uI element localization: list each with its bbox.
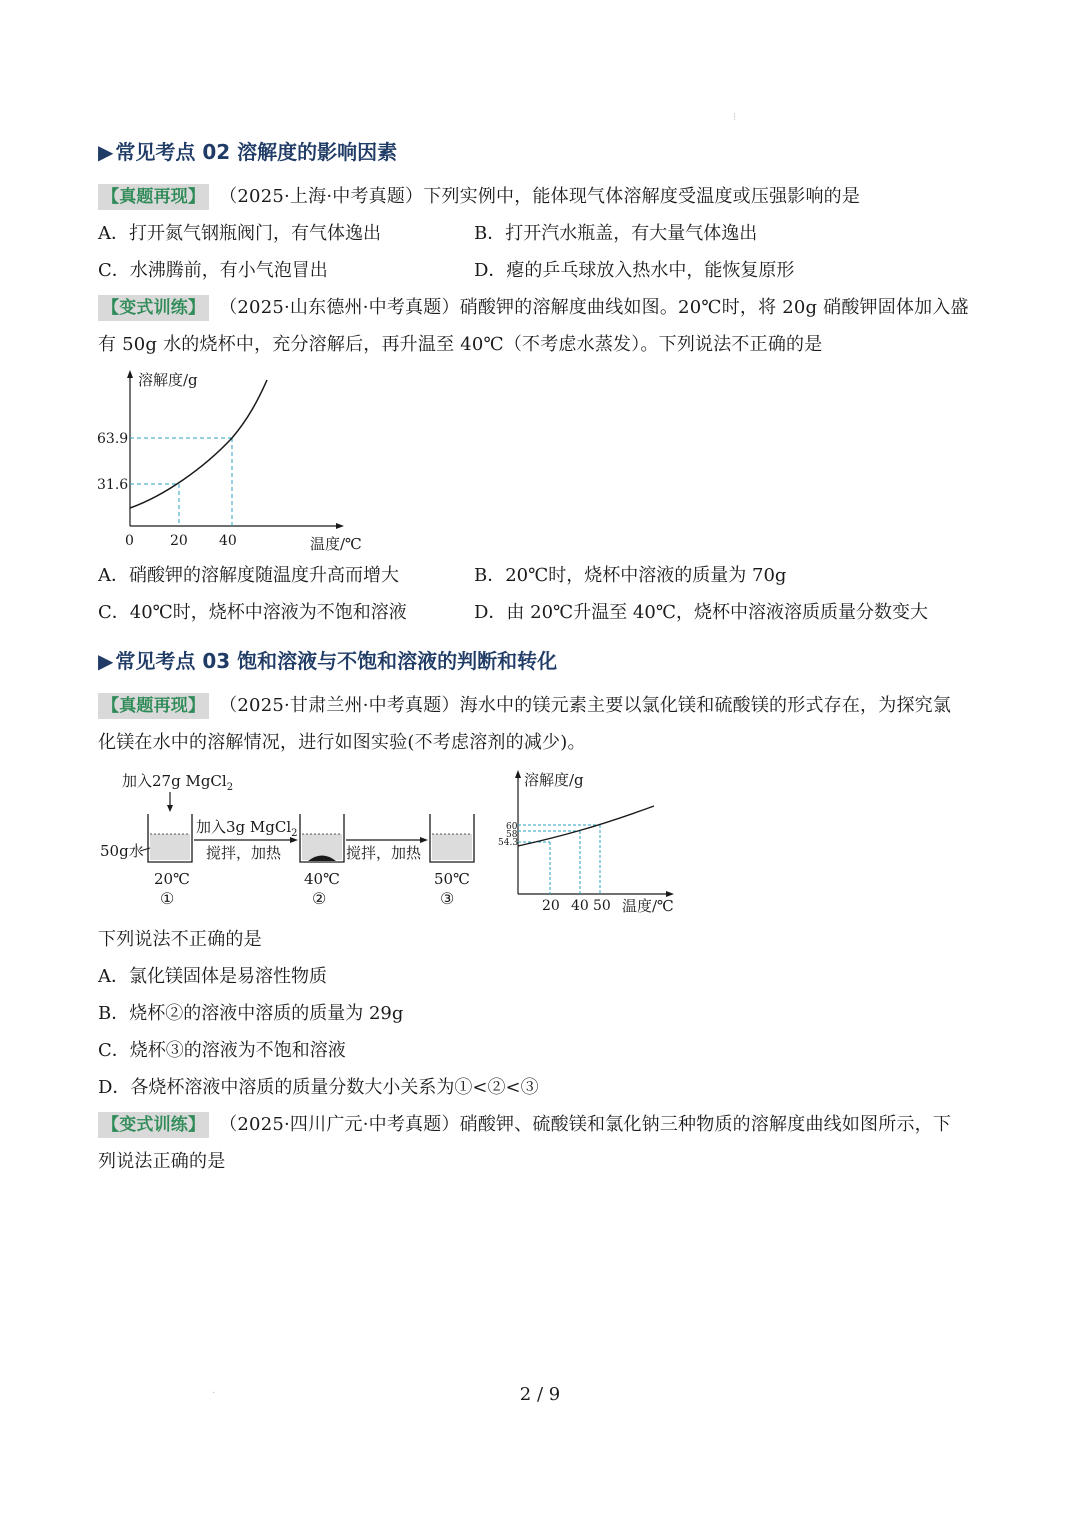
option-c: C．水沸腾前，有小气泡冒出 bbox=[98, 260, 328, 281]
question-tag: 【真题再现】 bbox=[98, 693, 209, 719]
page-number: 2 / 9 bbox=[519, 1384, 561, 1405]
question-3-stem bbox=[98, 693, 951, 719]
question-3-stem-cont: 化镁在水中的溶解情况，进行如图实验(不考虑溶剂的减少)。 bbox=[98, 732, 586, 753]
arrow-2-head bbox=[420, 837, 428, 843]
x-tick-50: 50 bbox=[593, 898, 611, 914]
temp-2: 40℃ bbox=[304, 870, 340, 888]
add-3g-label: 加入3g MgCl$_2$ bbox=[196, 818, 298, 839]
scan-mark: ⁝ bbox=[733, 112, 737, 123]
option-a: A．打开氮气钢瓶阀门，有气体逸出 bbox=[98, 223, 381, 244]
y-tick-31.6: 31.6 bbox=[97, 477, 129, 493]
section-heading-02 bbox=[98, 136, 397, 165]
solubility-curve-mgcl2 bbox=[518, 806, 654, 846]
y-tick-58: 58 bbox=[506, 830, 518, 840]
experiment-diagram bbox=[96, 766, 486, 914]
water-label: 50g水 bbox=[100, 842, 144, 860]
y-axis-label: 溶解度/g bbox=[524, 771, 584, 789]
question-tag: 【变式训练】 bbox=[98, 1112, 209, 1138]
solubility-curve-kno3 bbox=[130, 380, 267, 508]
question-2-stem-cont: 有 50g 水的烧杯中，充分溶解后，再升温至 40℃（不考虑水蒸发）。下列说法不正确的是 bbox=[98, 334, 823, 355]
x-tick-40: 40 bbox=[219, 533, 237, 549]
beaker-1 bbox=[148, 814, 192, 862]
section-title: 常见考点 02 溶解度的影响因素 bbox=[115, 140, 398, 164]
y-tick-63.9: 63.9 bbox=[97, 431, 129, 447]
x-axis-arrow bbox=[336, 523, 344, 529]
x-axis-label: 温度/℃ bbox=[310, 535, 362, 553]
beaker-num-2: ② bbox=[312, 889, 327, 908]
x-tick-40: 40 bbox=[571, 898, 589, 914]
temp-3: 50℃ bbox=[434, 870, 470, 888]
question-3-prompt: 下列说法不正确的是 bbox=[98, 929, 262, 950]
question-text: （2025·上海·中考真题）下列实例中，能体现气体溶解度受温度或压强影响的是 bbox=[219, 186, 861, 207]
stir-heat-2: 搅拌，加热 bbox=[346, 844, 422, 862]
x-tick-20: 20 bbox=[542, 898, 560, 914]
y-axis-arrow bbox=[127, 370, 133, 378]
question-tag: 【变式训练】 bbox=[98, 295, 209, 321]
section-heading-03 bbox=[98, 645, 557, 674]
option-d: D．各烧杯溶液中溶质的质量分数大小关系为①<②<③ bbox=[98, 1077, 539, 1098]
question-text: （2025·甘肃兰州·中考真题）海水中的镁元素主要以氯化镁和硫酸镁的形式存在，为探究氯 bbox=[219, 695, 952, 716]
x-tick-20: 20 bbox=[170, 533, 188, 549]
y-axis-label: 溶解度/g bbox=[138, 371, 198, 389]
option-d: D．瘪的乒乓球放入热水中，能恢复原形 bbox=[474, 260, 795, 281]
add-27g-label: 加入27g MgCl$_2$ bbox=[122, 772, 234, 793]
section-title: 常见考点 03 饱和溶液与不饱和溶液的判断和转化 bbox=[115, 649, 558, 673]
scan-mark: · bbox=[212, 1388, 216, 1399]
question-text: （2025·四川广元·中考真题）硝酸钾、硫酸镁和氯化钠三种物质的溶解度曲线如图所示，下 bbox=[219, 1114, 952, 1135]
beaker-num-3: ③ bbox=[440, 889, 455, 908]
triangle-icon: ▶ bbox=[98, 649, 114, 673]
beaker-2 bbox=[300, 814, 344, 862]
beaker-num-1: ① bbox=[160, 889, 175, 908]
question-2-stem bbox=[98, 295, 969, 321]
option-b: B．20℃时，烧杯中溶液的质量为 70g bbox=[474, 565, 787, 586]
question-1-stem bbox=[98, 184, 860, 210]
option-c: C．烧杯③的溶液为不饱和溶液 bbox=[98, 1040, 346, 1061]
option-d: D．由 20℃升温至 40℃，烧杯中溶液溶质质量分数变大 bbox=[474, 602, 928, 623]
question-4-stem-cont: 列说法正确的是 bbox=[98, 1151, 226, 1172]
triangle-icon: ▶ bbox=[98, 140, 114, 164]
x-axis-label: 温度/℃ bbox=[622, 897, 674, 915]
temp-1: 20℃ bbox=[154, 870, 190, 888]
option-b: B．打开汽水瓶盖，有大量气体逸出 bbox=[474, 223, 758, 244]
stir-heat-1: 搅拌，加热 bbox=[206, 844, 282, 862]
y-tick-54.3: 54.3 bbox=[498, 838, 519, 848]
solubility-chart-mgcl2 bbox=[494, 766, 690, 916]
y-axis-arrow bbox=[515, 770, 521, 778]
option-b: B．烧杯②的溶液中溶质的质量为 29g bbox=[98, 1003, 404, 1024]
beaker-3 bbox=[430, 814, 474, 862]
option-c: C．40℃时，烧杯中溶液为不饱和溶液 bbox=[98, 602, 407, 623]
question-tag: 【真题再现】 bbox=[98, 184, 209, 210]
option-a: A．硝酸钾的溶解度随温度升高而增大 bbox=[98, 565, 399, 586]
question-text: （2025·山东德州·中考真题）硝酸钾的溶解度曲线如图。20℃时，将 20g 硝酸钾固体加入盛 bbox=[219, 297, 969, 318]
y-tick-60: 60 bbox=[506, 822, 518, 832]
question-4-stem bbox=[98, 1112, 951, 1138]
origin-label: 0 bbox=[125, 533, 134, 549]
option-a: A．氯化镁固体是易溶性物质 bbox=[98, 966, 327, 987]
down-arrow-head bbox=[167, 805, 173, 812]
solubility-chart-kno3 bbox=[94, 368, 374, 558]
